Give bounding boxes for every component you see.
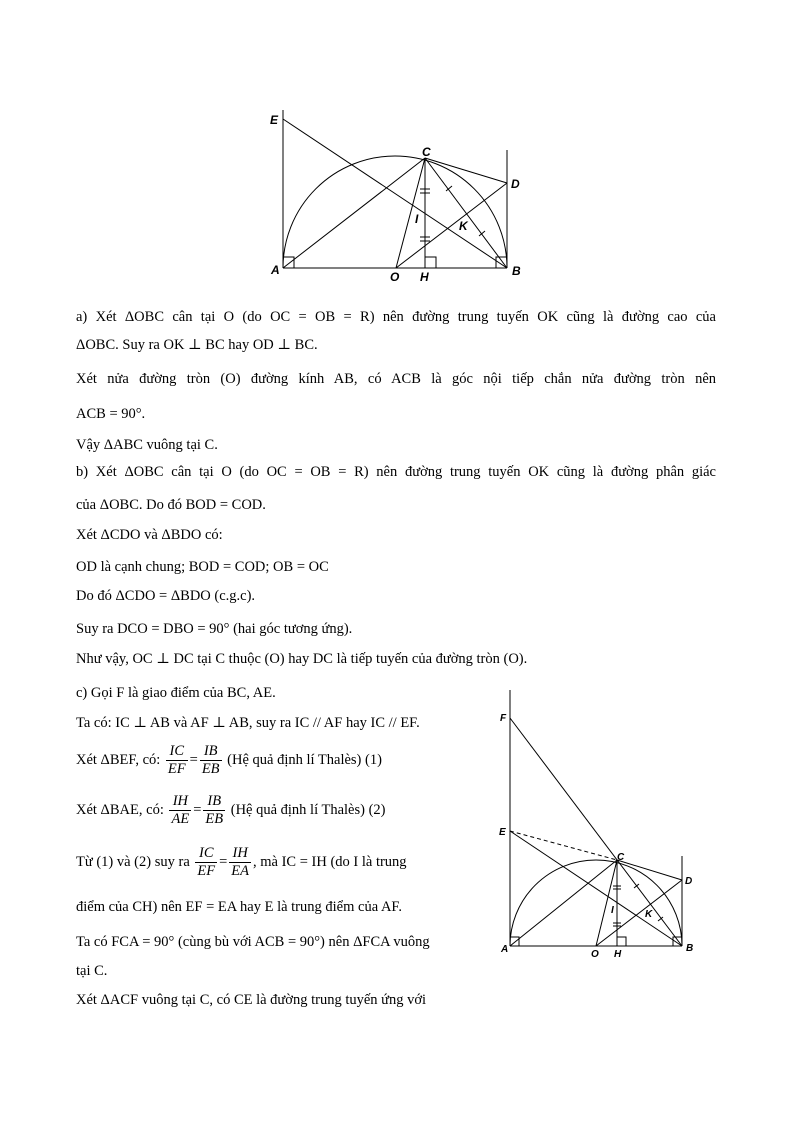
fraction-IH-EA: $\frac{IH}{EA}$: [231, 845, 249, 879]
label-K-2: K: [645, 909, 653, 920]
label-D: D: [511, 177, 520, 191]
segment-EB-2: [510, 831, 682, 946]
part-b-line-6: Suy ra DCO = DBO = 90° (hai góc tương ứng).: [76, 621, 353, 637]
segment-OC-2: [596, 860, 617, 946]
label-E: E: [270, 113, 279, 127]
fraction-IC-EF-2: $\frac{IC}{EF}$: [197, 845, 216, 879]
label-H-2: H: [614, 949, 622, 960]
label-O: O: [390, 270, 400, 284]
part-c-l5-post: , mà IC = IH (do I là trung: [253, 854, 407, 870]
part-c-l4-pre: Xét ΔBAE, có:: [76, 802, 164, 818]
segment-FB: [510, 718, 682, 946]
part-c-line-1: c) Gọi F là giao điểm của BC, AE.: [76, 685, 276, 701]
part-c-l3-post: (Hệ quả định lí Thalès) (1): [227, 752, 382, 768]
part-b-line-4: OD là cạnh chung; BOD = COD; OB = OC: [76, 559, 329, 575]
label-A: A: [271, 263, 280, 277]
label-E-2: E: [499, 827, 506, 838]
part-b-line-1: b) Xét ΔOBC cân tại O (do OC = OB = R) nên đường trung tuyến OK cũng là đường phân giác: [76, 464, 716, 480]
segment-OD-2: [596, 880, 682, 946]
part-c-line-8: tại C.: [76, 963, 108, 979]
part-c-thales-2: Xét ΔBAE, có: $\frac{IH}{AE}$ = $\frac{IB}{EB}$ (Hệ quả định lí Thalès) (2): [76, 793, 386, 827]
part-c-line-7: Ta có FCA = 90° (cùng bù với ACB = 90°) nên ΔFCA vuông: [76, 934, 430, 950]
label-B-2: B: [686, 943, 694, 954]
part-c-line-9: Xét ΔACF vuông tại C, có CE là đường trung tuyến ứng với: [76, 992, 427, 1008]
part-a-line-5: Vậy ΔABC vuông tại C.: [76, 437, 218, 453]
part-b-line-3: Xét ΔCDO và ΔBDO có:: [76, 527, 223, 543]
semicircle-2: [510, 860, 682, 946]
part-a-line-4: ACB = 90°.: [76, 406, 146, 422]
part-a-line-2: ΔOBC. Suy ra OK ⊥ BC hay OD ⊥ BC.: [76, 337, 318, 353]
part-a-line-1: a) Xét ΔOBC cân tại O (do OC = OB = R) nên đường trung tuyến OK cũng là đường cao của: [76, 309, 716, 325]
label-A-2: A: [501, 944, 509, 955]
fraction-IB-EB-2: $\frac{IB}{EB}$: [205, 793, 224, 827]
part-c-thales-1: Xét ΔBEF, có: $\frac{IC}{EF}$ = $\frac{IB}{EB}$ (Hệ quả định lí Thalès) (1): [76, 743, 382, 777]
fraction-IB-EB: $\frac{IB}{EB}$: [201, 743, 220, 777]
part-b-line-2: của ΔOBC. Do đó BOD = COD.: [76, 497, 266, 513]
part-c-conclusion: Từ (1) và (2) suy ra $\frac{IC}{EF}$ = $\frac{IH}{EA}$ , mà IC = IH (do I là trung: [76, 845, 407, 879]
part-c-l5-pre: Từ (1) và (2) suy ra: [76, 854, 190, 870]
fraction-IH-AE: $\frac{IH}{AE}$: [171, 793, 190, 827]
label-I-2: I: [611, 905, 614, 916]
fraction-IC-EF: $\frac{IC}{EF}$: [167, 743, 186, 777]
part-c-l4-post: (Hệ quả định lí Thalès) (2): [230, 802, 386, 818]
part-b-line-7: Như vậy, OC ⊥ DC tại C thuộc (O) hay DC là tiếp tuyến của đường tròn (O).: [76, 651, 528, 667]
label-O-2: O: [591, 949, 599, 960]
label-I: I: [415, 212, 419, 226]
segment-EC: [510, 831, 617, 860]
label-F-2: F: [500, 713, 507, 724]
label-H: H: [420, 270, 429, 284]
segment-AC-2: [510, 860, 617, 946]
part-c-line-6: điểm của CH) nên EF = EA hay E là trung điểm của AF.: [76, 899, 402, 915]
part-b-line-5: Do đó ΔCDO = ΔBDO (c.g.c).: [76, 588, 256, 604]
part-a-line-3: Xét nửa đường tròn (O) đường kính AB, có ACB là góc nội tiếp chắn nửa đường tròn nên: [76, 371, 716, 387]
part-c-line-2: Ta có: IC ⊥ AB và AF ⊥ AB, suy ra IC // AF hay IC // EF.: [76, 715, 420, 731]
label-C: C: [422, 145, 431, 159]
label-B: B: [512, 264, 521, 278]
label-C-2: C: [617, 852, 625, 863]
label-K: K: [459, 219, 468, 233]
segment-CD-2: [617, 860, 682, 880]
part-c-l3-pre: Xét ΔBEF, có:: [76, 752, 161, 768]
label-D-2: D: [685, 876, 693, 887]
